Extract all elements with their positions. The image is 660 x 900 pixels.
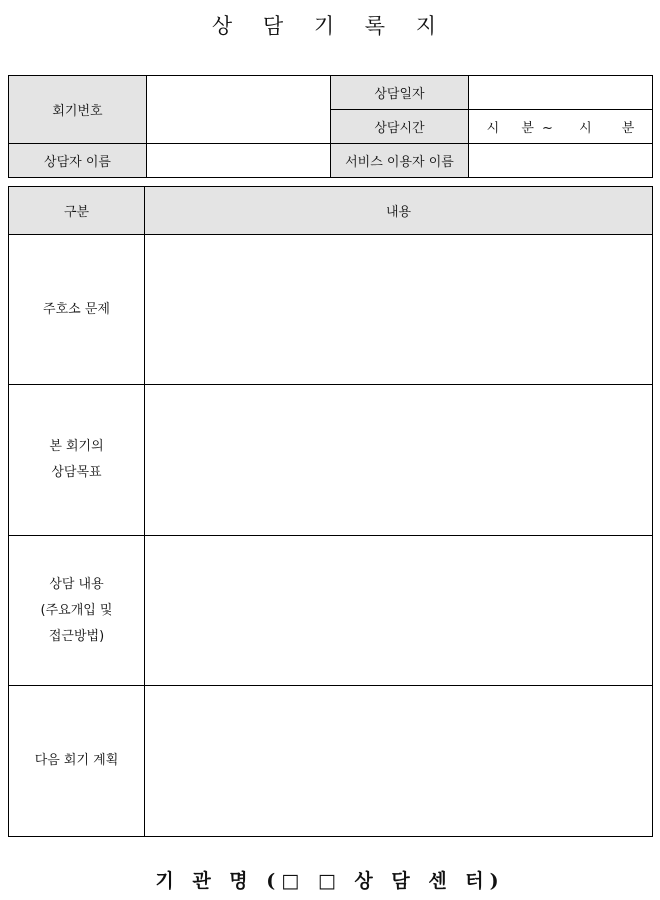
date-label: 상담일자 (331, 76, 469, 110)
document-title: 상 담 기 록 지 (211, 14, 449, 38)
row-label-next-plan (9, 686, 145, 837)
next-plan-content[interactable] (145, 686, 653, 837)
row-label-main-problem (9, 235, 145, 385)
row-label-line: 접근방법) (48, 628, 105, 644)
session-goal-content[interactable] (145, 385, 653, 536)
time-end-hour: 시 (579, 121, 592, 136)
session-info-table (8, 75, 653, 178)
counselor-field[interactable] (147, 144, 331, 178)
time-start-hour: 시 (486, 121, 500, 136)
time-tilde: ~ (542, 121, 553, 136)
main-problem-content[interactable] (145, 235, 653, 385)
client-field[interactable] (469, 144, 653, 178)
row-label-line: (주요개입 및 (40, 602, 113, 618)
client-label: 서비스 이용자 이름 (331, 144, 469, 178)
time-end-minute: 분 (621, 121, 635, 136)
session-number-label: 회기번호 (9, 76, 147, 144)
time-field[interactable] (469, 110, 653, 144)
row-label-line: 본 회기의 (49, 439, 104, 454)
row-label-line: 상담 내용 (49, 576, 104, 592)
session-record-table (8, 186, 653, 837)
header-category: 구분 (9, 187, 145, 235)
time-label: 상담시간 (331, 110, 469, 144)
time-start-minute: 분 (521, 121, 534, 136)
session-number-field[interactable] (147, 76, 331, 144)
row-label-line: 주호소 문제 (43, 301, 110, 317)
session-content-content[interactable] (145, 536, 653, 686)
row-label-session-content (9, 536, 145, 686)
institution-name: 기 관 명 (□ □ 상 담 센 터) (155, 870, 505, 892)
date-field[interactable] (469, 76, 653, 110)
header-content: 내용 (145, 187, 653, 235)
row-label-session-goal (9, 385, 145, 536)
row-label-line: 상담목표 (51, 465, 102, 480)
row-label-line: 다음 회기 계획 (34, 753, 119, 768)
counselor-label: 상담자 이름 (9, 144, 147, 178)
